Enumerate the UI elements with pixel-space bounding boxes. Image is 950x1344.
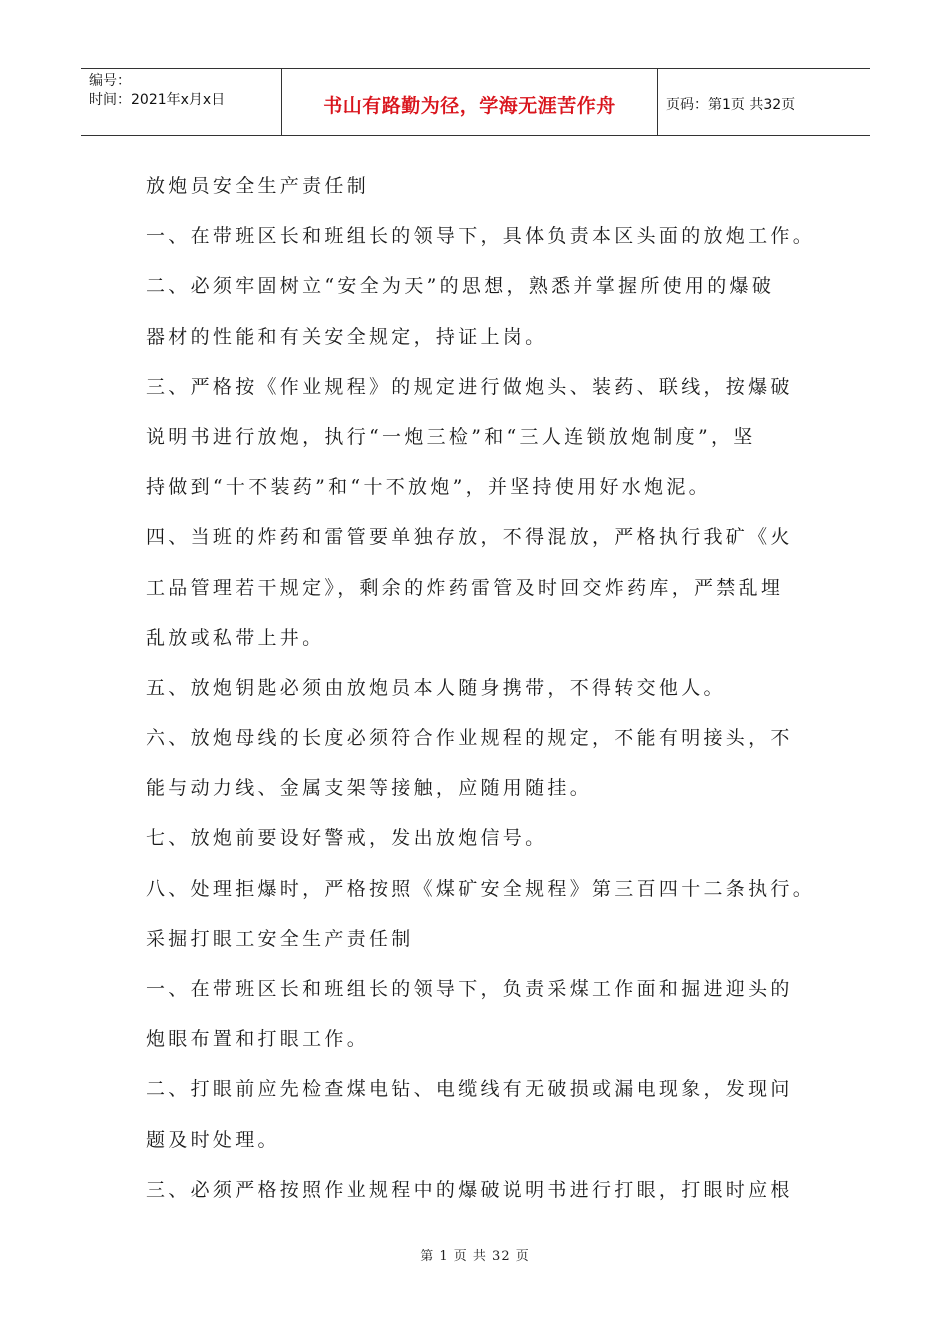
body-line: 四、当班的炸药和雷管要单独存放，不得混放，严格执行我矿《火 [146,526,793,549]
document-header [81,68,870,136]
body-line: 能与动力线、金属支架等接触，应随用随挂。 [146,777,593,800]
body-line: 三、严格按《作业规程》的规定进行做炮头、装药、联线，按爆破 [146,375,793,398]
motto-text: 书山有路勤为径，学海无涯苦作舟 [323,94,616,117]
body-line: 八、处理拒爆时，严格按照《煤矿安全规程》第三百四十二条执行。 [146,877,816,900]
body-line: 一、在带班区长和班组长的领导下，具体负责本区头面的放炮工作。 [146,225,816,248]
body-line: 持做到“十不装药”和“十不放炮”，并坚持使用好水炮泥。 [146,476,711,499]
header-motto-cell [282,69,658,135]
body-line: 工品管理若干规定》，剩余的炸药雷管及时回交炸药库，严禁乱埋 [146,576,784,599]
date-label: 时间：2021年x月x日 [89,92,226,108]
page-info: 页码：第1页 共32页 [666,97,796,113]
body-line: 三、必须严格按照作业规程中的爆破说明书进行打眼，打眼时应根 [146,1178,793,1201]
body-line: 五、放炮钥匙必须由放炮员本人随身携带，不得转交他人。 [146,676,726,699]
body-line: 乱放或私带上井。 [146,626,325,649]
body-line: 说明书进行放炮，执行“一炮三检”和“三人连锁放炮制度”，坚 [146,425,756,448]
body-line: 二、必须牢固树立“安全为天”的思想，熟悉并掌握所使用的爆破 [146,275,775,298]
section-title: 采掘打眼工安全生产责任制 [146,927,414,950]
header-meta-cell [81,69,282,135]
body-line: 器材的性能和有关安全规定，持证上岗。 [146,325,548,348]
body-line: 二、打眼前应先检查煤电钻、电缆线有无破损或漏电现象，发现问 [146,1078,793,1101]
body-line: 题及时处理。 [146,1128,280,1151]
page-footer [0,1245,950,1264]
body-line: 七、放炮前要设好警戒，发出放炮信号。 [146,827,548,850]
document-body [146,163,814,1217]
footer-page-number: 第 1 页 共 32 页 [420,1249,530,1264]
body-line: 炮眼布置和打眼工作。 [146,1028,370,1051]
body-line: 一、在带班区长和班组长的领导下，负责采煤工作面和掘进迎头的 [146,978,793,1000]
section-title: 放炮员安全生产责任制 [146,175,370,197]
number-label: 编号： [89,73,131,89]
body-line: 六、放炮母线的长度必须符合作业规程的规定，不能有明接头，不 [146,727,793,750]
header-page-cell [658,69,870,135]
